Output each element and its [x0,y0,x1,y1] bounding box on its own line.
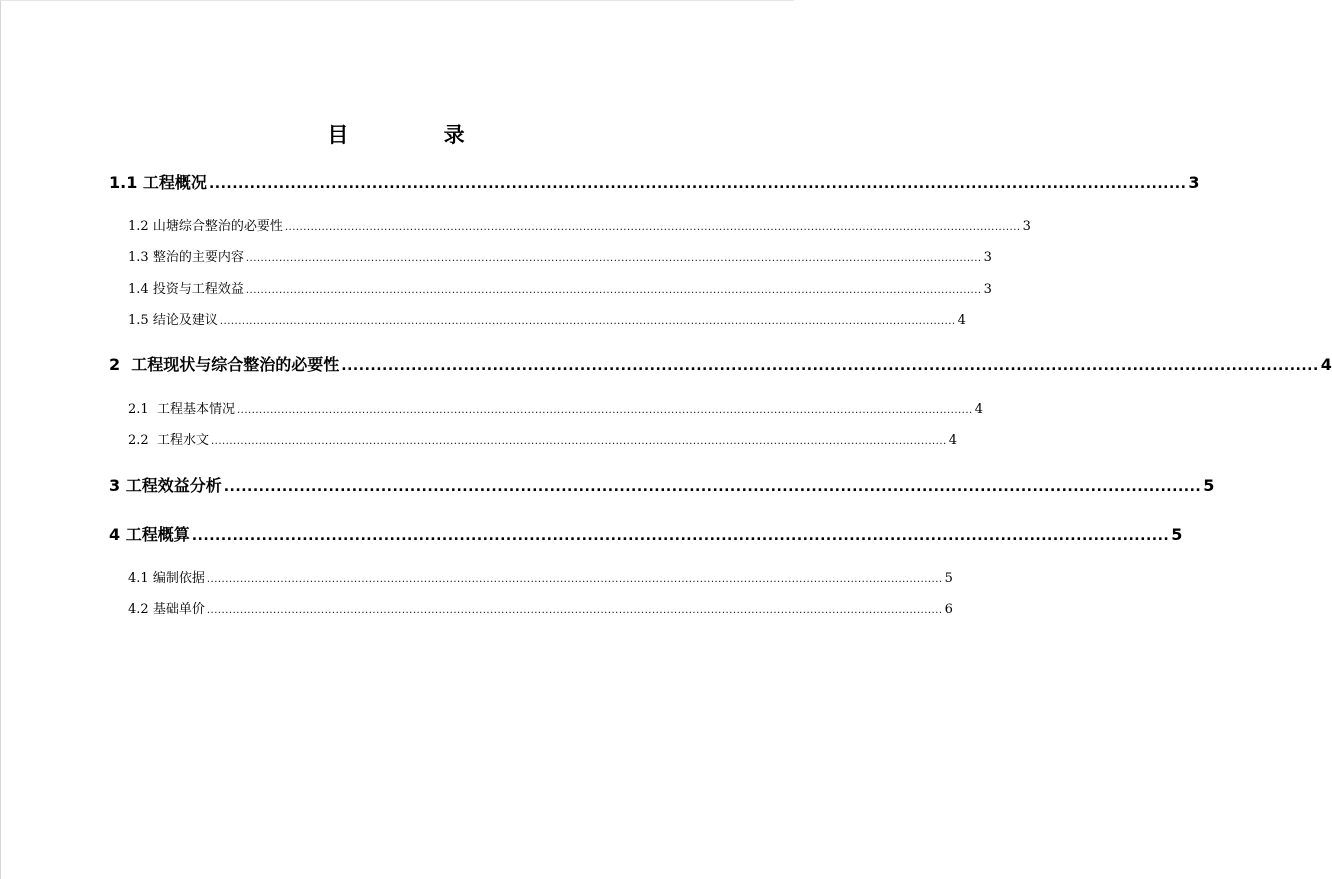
toc-entry-2[interactable] [109,355,1332,374]
toc-page-number: 3 [1188,173,1200,192]
toc-page-number: 4 [1320,355,1332,374]
toc-entry-label: 1.2 山塘综合整治的必要性 [128,219,283,234]
toc-entry-2-2[interactable] [128,433,957,448]
toc-page-number: 4 [948,433,957,448]
toc-entry-1-4[interactable] [128,282,992,297]
toc-entry-label: 4.1 编制依据 [128,571,205,586]
toc-page-number: 5 [1203,476,1215,495]
toc-entry-4-2[interactable] [128,602,953,617]
toc-leader-dots: ........................................................................................................................................................................ [341,358,1319,374]
toc-entry-label: 2 工程现状与综合整治的必要性 [109,355,340,374]
toc-page-number: 3 [983,282,992,297]
toc-entry-label: 1.4 投资与工程效益 [128,282,244,297]
toc-entry-label: 1.3 整治的主要内容 [128,250,244,265]
toc-entry-4-1[interactable] [128,571,953,586]
toc-leader-dots: ........................................................................................................................................................................................................ [245,253,982,264]
toc-leader-dots: ........................................................................................................................................................................................................ [206,574,943,585]
toc-entry-label: 4.2 基础单价 [128,602,205,617]
toc-entry-label: 3 工程效益分析 [109,476,222,495]
toc-leader-dots: ........................................................................................................................................................................................................ [284,222,1021,233]
toc-page-number: 4 [974,402,983,417]
toc-title: 目 录 [327,123,509,147]
toc-leader-dots: ........................................................................................................................................................................ [191,528,1170,544]
toc-leader-dots: ........................................................................................................................................................................ [208,176,1187,192]
toc-page-number: 3 [983,250,992,265]
toc-entry-label: 4 工程概算 [109,525,190,544]
toc-entry-label: 1.5 结论及建议 [128,313,218,328]
toc-page-number: 6 [944,602,953,617]
toc-page-number: 5 [1171,525,1183,544]
toc-entry-label: 2.1 工程基本情况 [128,402,235,417]
toc-entry-label: 1.1 工程概况 [109,173,207,192]
toc-entry-1-3[interactable] [128,250,992,265]
toc-leader-dots: ........................................................................................................................................................................................................ [245,285,982,296]
toc-entry-1-1[interactable] [109,173,1200,192]
toc-page-number: 3 [1022,219,1031,234]
toc-entry-1-2[interactable] [128,219,1031,234]
toc-page-number: 4 [957,313,966,328]
toc-leader-dots: ........................................................................................................................................................................................................ [219,316,956,327]
toc-entry-label: 2.2 工程水文 [128,433,209,448]
toc-leader-dots: ........................................................................................................................................................................................................ [210,436,947,447]
toc-entry-3[interactable] [109,476,1215,495]
toc-page-number: 5 [944,571,953,586]
toc-leader-dots: ........................................................................................................................................................................ [223,479,1202,495]
toc-entry-1-5[interactable] [128,313,966,328]
toc-leader-dots: ........................................................................................................................................................................................................ [236,405,973,416]
toc-leader-dots: ........................................................................................................................................................................................................ [206,605,943,616]
toc-entry-4[interactable] [109,525,1183,544]
toc-entry-2-1[interactable] [128,402,983,417]
